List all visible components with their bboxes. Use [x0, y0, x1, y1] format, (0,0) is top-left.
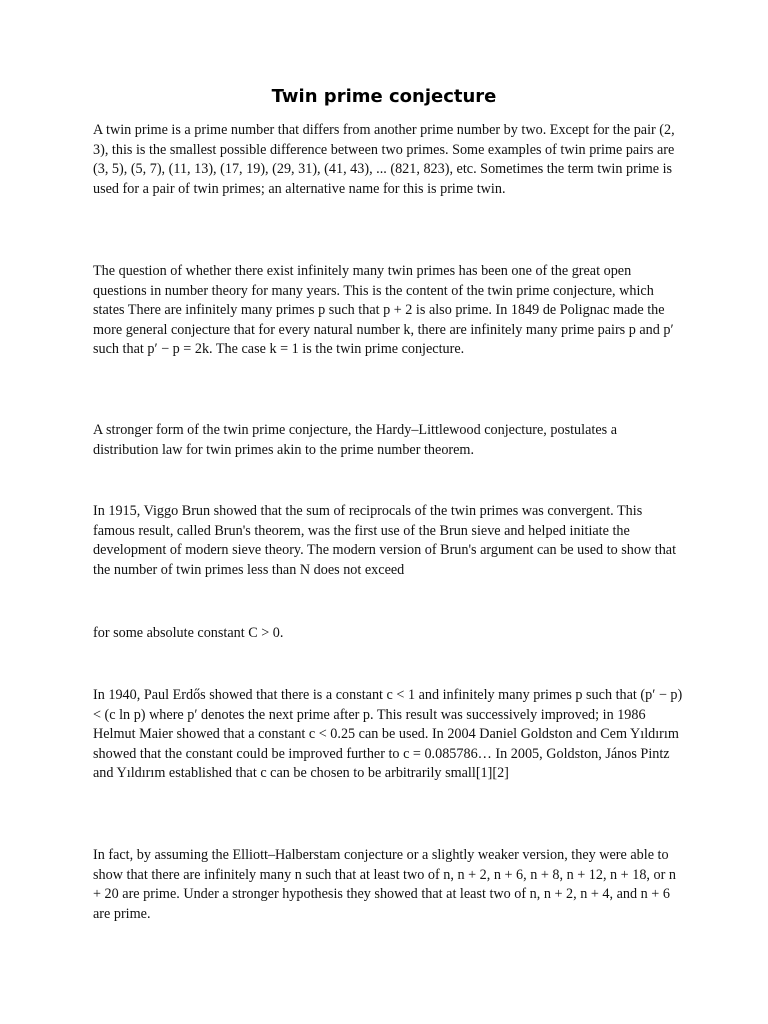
page-title: Twin prime conjecture: [271, 86, 497, 107]
paragraph-elliott-halberstam: In fact, by assuming the Elliott–Halberstam conjecture or a slightly weaker version, they were able to show that there are infinitely many n such that at least two of n, n + 2, n + 6, n + 8, n + 12, n + 18, or n + 20 are prime. Under a stronger hypothesis they showed that at least two of n, n + 2, n + 4, and n + 6 are prime.: [93, 847, 676, 922]
paragraph-constant: for some absolute constant C > 0.: [93, 625, 284, 641]
paragraph-conjecture: The question of whether there exist infinitely many twin primes has been one of the great open questions in number theory for many years. This is the content of the twin prime conjecture, which states There are infinitely many primes p such that p + 2 is also prime. In 1849 de Polignac made the more general conjecture that for every natural number k, there are infinitely many prime pairs p and p′ such that p′ − p = 2k. The case k = 1 is the twin prime conjecture.: [93, 263, 674, 358]
paragraph-hardy-littlewood: A stronger form of the twin prime conjecture, the Hardy–Littlewood conjecture, postulates a distribution law for twin primes akin to the prime number theorem.: [93, 422, 617, 458]
paragraph-brun: In 1915, Viggo Brun showed that the sum of reciprocals of the twin primes was convergent. This famous result, called Brun's theorem, was the first use of the Brun sieve and helped initiate the development of modern sieve theory. The modern version of Brun's argument can be used to show that the number of twin primes less than N does not exceed: [93, 503, 677, 578]
paragraph-erdos: In 1940, Paul Erdős showed that there is a constant c < 1 and infinitely many primes p such that (p′ − p) < (c ln p) where p′ denotes the next prime after p. This result was successively improved; in 1986 Helmut Maier showed that a constant c < 0.25 can be used. In 2004 Daniel Goldston and Cem Yıldırım showed that the constant could be improved further to c = 0.085786… In 2005, Goldston, János Pintz and Yıldırım established that c can be chosen to be arbitrarily small[1][2]: [93, 687, 683, 782]
paragraph-definition: A twin prime is a prime number that differs from another prime number by two. Except for the pair (2, 3), this is the smallest possible difference between two primes. Some examples of twin prime pairs are (3, 5), (5, 7), (11, 13), (17, 19), (29, 31), (41, 43), ... (821, 823), etc. Sometimes the term twin prime is used for a pair of twin primes; an alternative name for this is prime twin.: [93, 122, 675, 197]
